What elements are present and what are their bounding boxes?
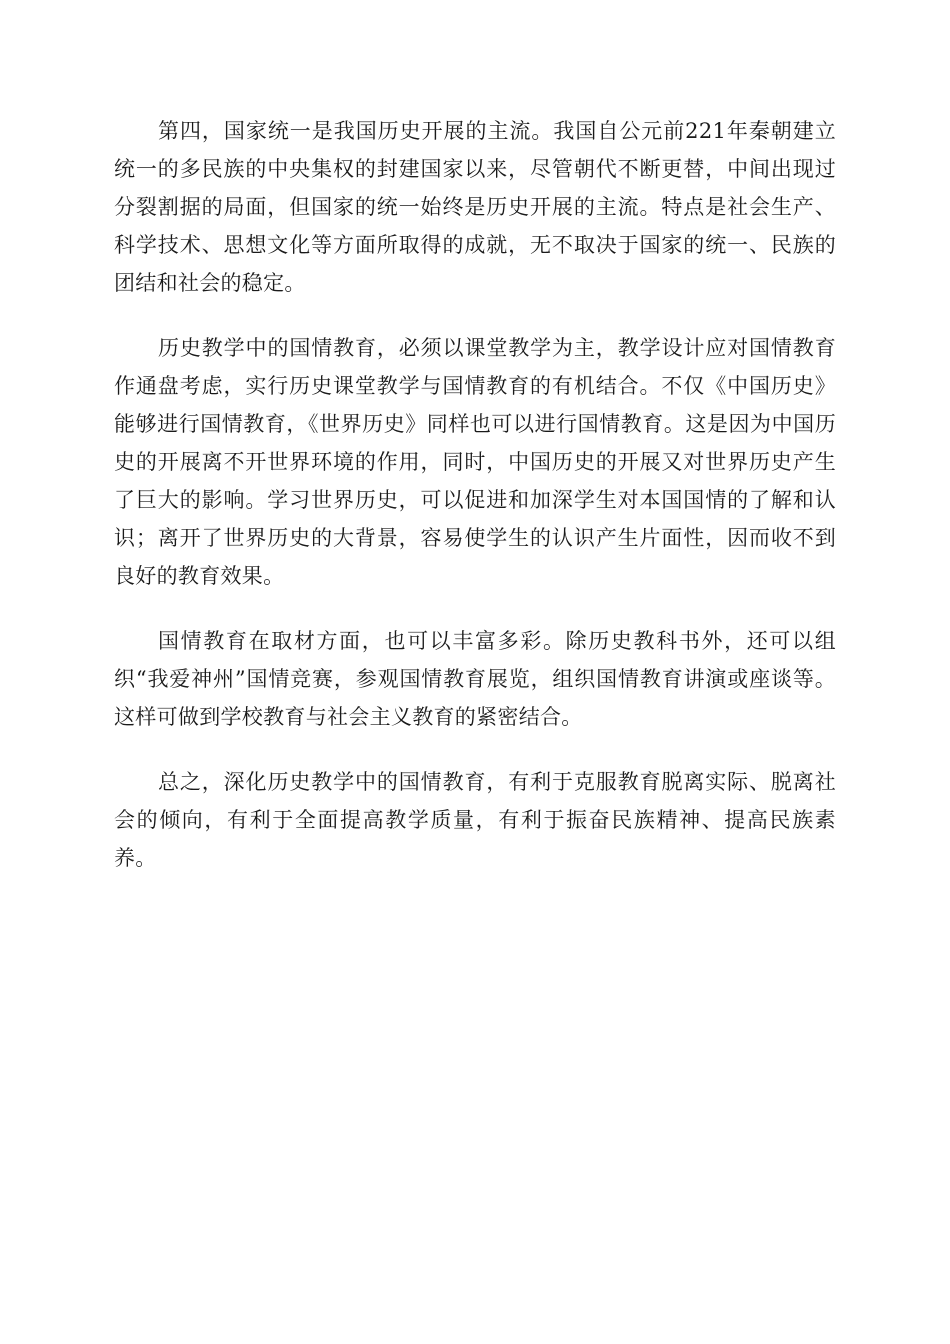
paragraph-national-unity: 第四，国家统一是我国历史开展的主流。我国自公元前221年秦朝建立统一的多民族的中央集权的封建国家以来，尽管朝代不断更替，中间出现过分裂割据的局面，但国家的统一始终是历史开展的主流。特点是社会生产、科学技术、思想文化等方面所取得的成就，无不取决于国家的统一、民族的团结和社会的稳定。 [114,119,836,295]
paragraph-classroom-teaching: 历史教学中的国情教育，必须以课堂教学为主，教学设计应对国情教育作通盘考虑，实行历史课堂教学与国情教育的有机结合。不仅《中国历史》能够进行国情教育，《世界历史》同样也可以进行国情教育。这是因为中国历史的开展离不开世界环境的作用，同时，中国历史的开展又对世界历史产生了巨大的影响。学习世界历史，可以促进和加深学生对本国国情的了解和认识；离开了世界历史的大背景，容易使学生的认识产生片面性，因而收不到良好的教育效果。 [114,336,836,588]
paragraph-conclusion: 总之，深化历史教学中的国情教育，有利于克服教育脱离实际、脱离社会的倾向，有利于全面提高教学质量，有利于振奋民族精神、提高民族素养。 [114,770,836,870]
paragraph-materials: 国情教育在取材方面，也可以丰富多彩。除历史教科书外，还可以组织“我爱神州”国情竞赛，参观国情教育展览，组织国情教育讲演或座谈等。这样可做到学校教育与社会主义教育的紧密结合。 [114,629,836,729]
document-body [114,112,836,904]
